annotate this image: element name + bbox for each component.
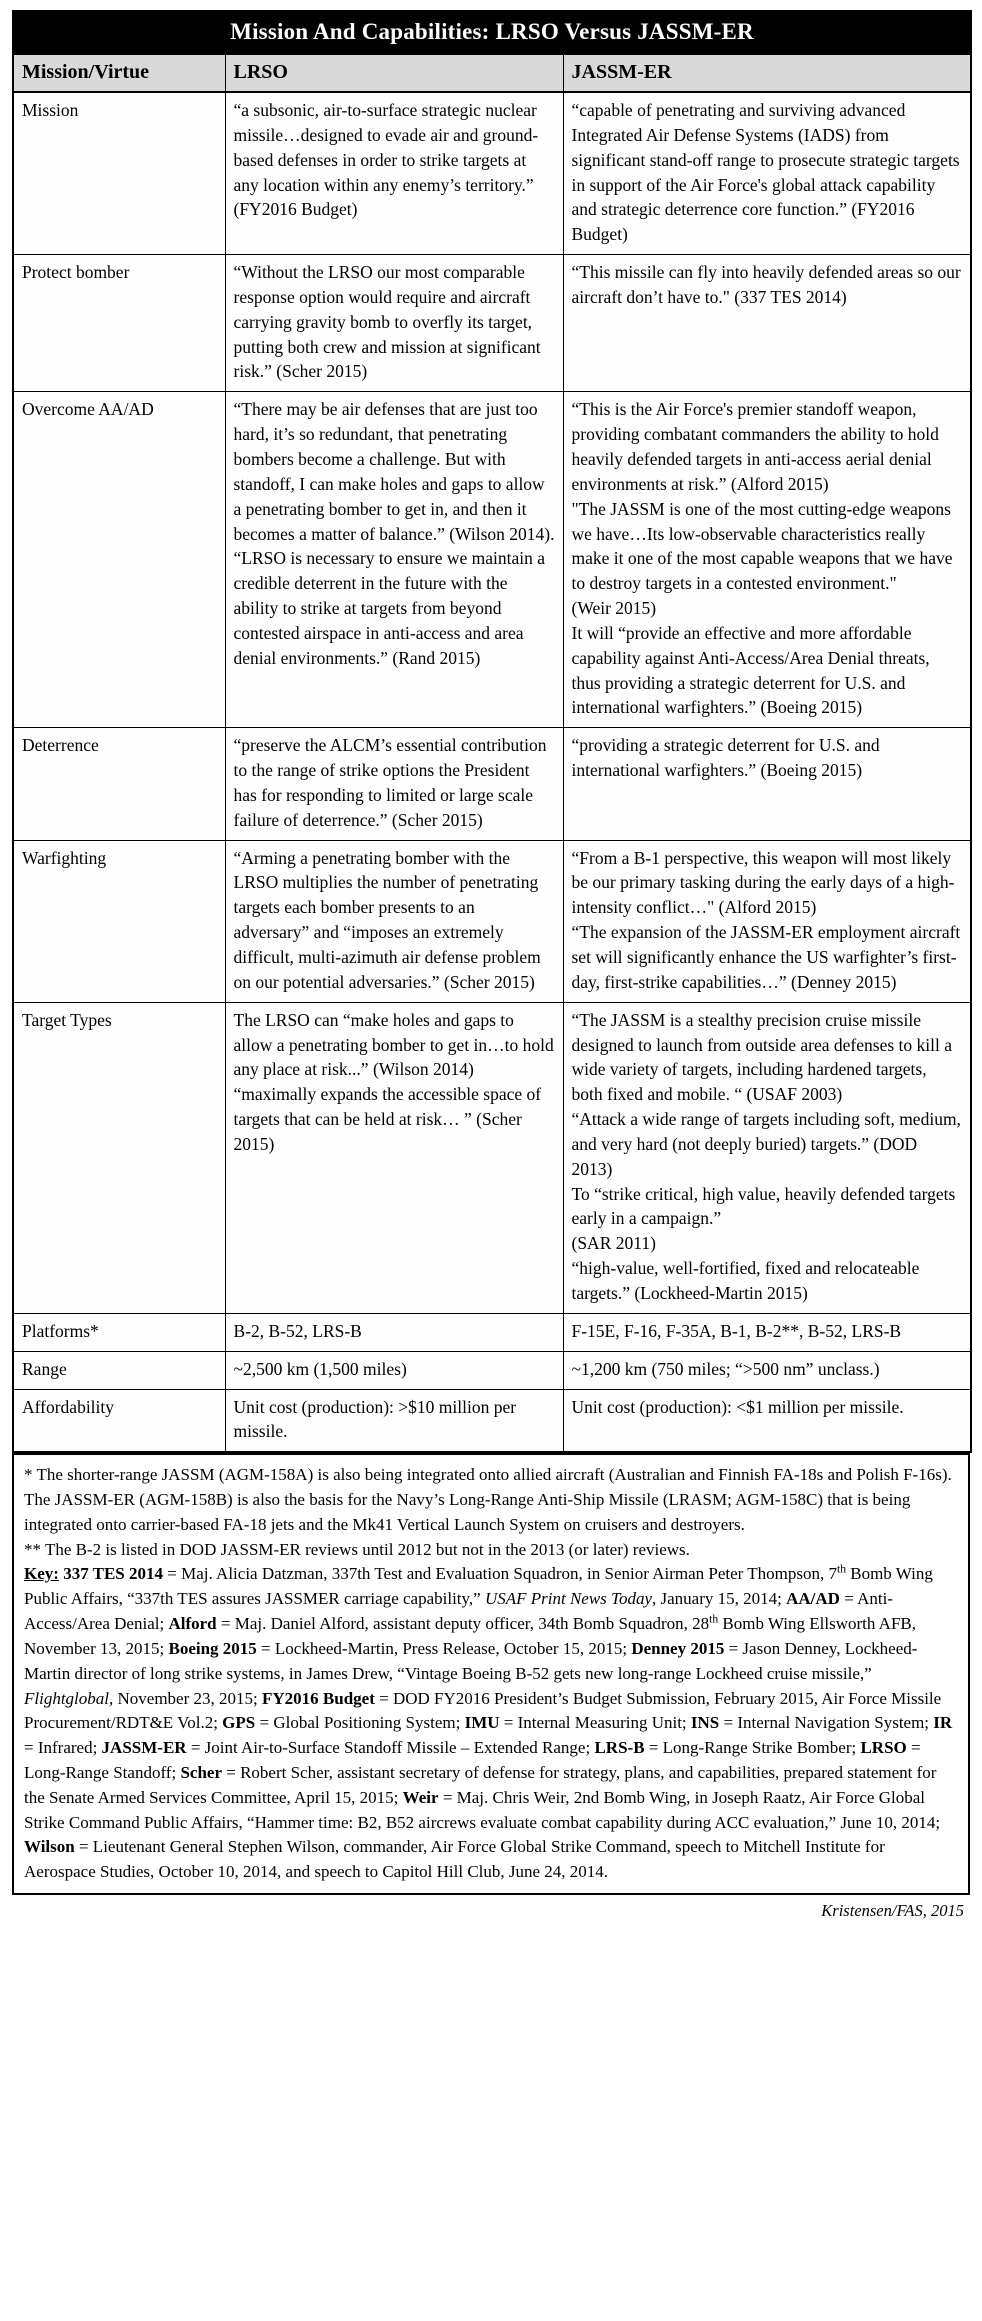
table-row (13, 92, 971, 255)
cell-virtue: Range (13, 1351, 225, 1389)
column-header-jassm: JASSM-ER (563, 54, 971, 92)
footnote-key (24, 1562, 958, 1885)
table-row (13, 1389, 971, 1452)
key-definition: = Maj. Chris Weir, 2nd Bomb Wing, in Joseph Raatz, Air Force Global Strike Command Public Affairs, “Hammer time: B2, B52 aircrews evaluate combat capability during ACC evaluation,” June 10, 2014; (24, 1787, 941, 1832)
key-definition: = Jason Denney, Lockheed-Martin director of long strike systems, in James Drew, “Vintage Boeing B-52 gets new long-range Lockheed cruise missile,” (24, 1638, 918, 1683)
key-term: GPS (222, 1713, 256, 1733)
key-definition: = Anti-Access/Area Denial; (24, 1589, 893, 1634)
cell-virtue: Mission (13, 92, 225, 255)
key-term: Wilson (24, 1837, 75, 1857)
key-source-title: USAF Print News Today (484, 1589, 652, 1609)
ordinal-suffix: th (709, 1612, 719, 1626)
cell-lrso: B-2, B-52, LRS-B (225, 1313, 563, 1351)
cell-virtue: Platforms* (13, 1313, 225, 1351)
cell-lrso: Unit cost (production): >$10 million per missile. (225, 1389, 563, 1452)
key-definition: , November 23, 2015; (109, 1688, 262, 1708)
column-header-virtue: Mission/Virtue (13, 54, 225, 92)
cell-jassm: “capable of penetrating and surviving advanced Integrated Air Defense Systems (IADS) from significant stand-off range to prosecute strategic targets in support of the Air Force's global attack capability and strategic deterrence core function.” (FY2016 Budget) (563, 92, 971, 255)
key-definition: = Long-Range Strike Bomber; (644, 1738, 861, 1758)
footnote-asterisk: * The shorter-range JASSM (AGM-158A) is also being integrated onto allied aircraft (Australian and Finnish FA-18s and Polish F-16s). The JASSM-ER (AGM-158B) is also the basis for the Navy’s Long-Range Anti-Ship Missile (LRASM; AGM-158C) that is being integrated onto carrier-based FA-18 jets and the Mk41 Vertical Launch System on cruisers and destroyers. (24, 1465, 952, 1534)
table-row (13, 1313, 971, 1351)
key-label: Key: (24, 1564, 59, 1584)
cell-virtue: Protect bomber (13, 255, 225, 392)
key-definition: = Long-Range Standoff; (24, 1738, 921, 1782)
cell-jassm: “From a B-1 perspective, this weapon will most likely be our primary tasking during the early days of a high-intensity conflict…" (Alford 2015) “The expansion of the JASSM-ER employment aircraft set will significantly enhance the US warfighter’s first-day, first-strike capabilities…” (Denney 2015) (563, 840, 971, 1002)
table-header-row (13, 54, 971, 92)
key-definition: , January 15, 2014; (652, 1589, 787, 1609)
cell-jassm: F-15E, F-16, F-35A, B-1, B-2**, B-52, LRS-B (563, 1313, 971, 1351)
cell-jassm: Unit cost (production): <$1 million per missile. (563, 1389, 971, 1452)
key-definition: = Joint Air-to-Surface Standoff Missile – Extended Range; (186, 1738, 595, 1758)
comparison-table (12, 10, 972, 1453)
key-term: INS (690, 1713, 720, 1733)
table-row (13, 1002, 971, 1313)
key-definition: Bomb Wing Public Affairs, “337th TES assures JASSMER carriage capability,” (24, 1564, 933, 1609)
key-definition: = Lockheed-Martin, Press Release, October 15, 2015; (256, 1638, 632, 1658)
key-term: JASSM-ER (101, 1738, 187, 1758)
key-definition: Bomb Wing Ellsworth AFB, November 13, 2015; (24, 1614, 916, 1658)
cell-jassm: “This missile can fly into heavily defended areas so our aircraft don’t have to." (337 TES 2014) (563, 255, 971, 392)
footnote-double-asterisk: ** The B-2 is listed in DOD JASSM-ER reviews until 2012 but not in the 2013 (or later) reviews. (24, 1539, 690, 1559)
key-definition: = Maj. Daniel Alford, assistant deputy officer, 34th Bomb Squadron, 28 (216, 1614, 710, 1634)
table-row (13, 728, 971, 840)
table-row (13, 840, 971, 1002)
cell-virtue: Affordability (13, 1389, 225, 1452)
key-definition: = Lieutenant General Stephen Wilson, commander, Air Force Global Strike Command, speech to Mitchell Institute for Aerospace Studies, October 10, 2014, and speech to Capitol Hill Club, June 24, 2014. (24, 1837, 885, 1882)
key-term: LRS-B (594, 1738, 645, 1758)
cell-lrso: “There may be air defenses that are just too hard, it’s so redundant, that penetrating bombers become a challenge. But with standoff, I can make holes and gaps to allow a penetrating bomber to get in, and then it becomes a matter of balance.” (Wilson 2014). “LRSO is necessary to ensure we maintain a credible deterrent in the future with the ability to strike at targets from beyond contested airspace in anti-access and area denial environments.” (Rand 2015) (225, 392, 563, 728)
key-term: LRSO (860, 1738, 907, 1758)
key-term: Boeing 2015 (168, 1638, 257, 1658)
key-definition: = Internal Navigation System; (719, 1713, 934, 1733)
key-definition: = Infrared; (24, 1738, 102, 1758)
key-definition: = Robert Scher, assistant secretary of defense for strategy, plans, and capabilities, prepared statement for the Senate Armed Services Committee, April 15, 2015; (24, 1762, 937, 1807)
table-body (13, 11, 971, 1452)
table-footnotes (12, 1453, 970, 1895)
cell-lrso: ~2,500 km (1,500 miles) (225, 1351, 563, 1389)
page-title: Mission And Capabilities: LRSO Versus JASSM-ER (13, 11, 971, 54)
key-term: 337 TES 2014 (58, 1564, 164, 1584)
cell-jassm: “The JASSM is a stealthy precision cruise missile designed to launch from outside area defenses to kill a wide variety of targets, including hardened targets, both fixed and mobile. “ (USAF 2003) “Attack a wide range of targets including soft, medium, and very hard (not deeply buried) targets.” (DOD 2013) To “strike critical, high value, heavily defended targets early in a campaign.” (SAR 2011) “high-value, well-fortified, fixed and relocateable targets.” (Lockheed-Martin 2015) (563, 1002, 971, 1313)
cell-virtue: Warfighting (13, 840, 225, 1002)
key-definition: = DOD FY2016 President’s Budget Submission, February 2015, Air Force Missile Procurement/RDT&E Vol.2; (24, 1688, 942, 1733)
cell-lrso: The LRSO can “make holes and gaps to allow a penetrating bomber to get in…to hold any place at risk...” (Wilson 2014) “maximally expands the accessible space of targets that can be held at risk… ” (Scher 2015) (225, 1002, 563, 1313)
cell-virtue: Deterrence (13, 728, 225, 840)
key-term: Scher (180, 1762, 222, 1782)
key-term: IMU (464, 1713, 500, 1733)
key-term: IR (933, 1713, 953, 1733)
key-definition: = Global Positioning System; (255, 1713, 465, 1733)
table-title-row (13, 11, 971, 54)
key-definition: = Maj. Alicia Datzman, 337th Test and Evaluation Squadron, in Senior Airman Peter Thompson, 7 (163, 1564, 837, 1584)
key-term: AA/AD (786, 1589, 840, 1609)
key-term: FY2016 Budget (261, 1688, 375, 1708)
cell-lrso: “preserve the ALCM’s essential contribution to the range of strike options the President has for responding to limited or large scale failure of deterrence.” (Scher 2015) (225, 728, 563, 840)
cell-lrso: “Arming a penetrating bomber with the LRSO multiplies the number of penetrating targets each bomber presents to an adversary” and “imposes an extremely difficult, multi-azimuth air defense problem on our potential adversaries.” (Scher 2015) (225, 840, 563, 1002)
cell-lrso: “Without the LRSO our most comparable response option would require and aircraft carrying gravity bomb to overfly its target, putting both crew and mission at significant risk.” (Scher 2015) (225, 255, 563, 392)
cell-jassm: “providing a strategic deterrent for U.S. and international warfighters.” (Boeing 2015) (563, 728, 971, 840)
cell-lrso: “a subsonic, air-to-surface strategic nuclear missile…designed to evade air and ground-based defenses in order to strike targets at any location within any enemy’s territory.” (FY2016 Budget) (225, 92, 563, 255)
cell-virtue: Overcome AA/AD (13, 392, 225, 728)
cell-jassm: “This is the Air Force's premier standoff weapon, providing combatant commanders the ability to hold heavily defended targets in anti-access aerial denial environments at risk.” (Alford 2015) "The JASSM is one of the most cutting-edge weapons we have…Its low-observable characteristics really make it one of the most capable weapons that we have to destroy targets in a contested environment." (Weir 2015) It will “provide an effective and more affordable capability against Anti-Access/Area Denial threats, thus providing a strategic deterrent for U.S. and international warfighters.” (Boeing 2015) (563, 392, 971, 728)
table-row (13, 255, 971, 392)
credit-line: Kristensen/FAS, 2015 (821, 1901, 964, 1920)
table-row (13, 1351, 971, 1389)
key-definition: = Internal Measuring Unit; (499, 1713, 691, 1733)
key-term: Weir (402, 1787, 439, 1807)
key-body (24, 1564, 952, 1881)
table-row (13, 392, 971, 728)
key-term: Alford (168, 1614, 217, 1634)
key-source-title: Flightglobal (24, 1688, 109, 1708)
key-term: Denney 2015 (631, 1638, 725, 1658)
cell-jassm: ~1,200 km (750 miles; “>500 nm” unclass.) (563, 1351, 971, 1389)
ordinal-suffix: th (837, 1562, 846, 1576)
cell-virtue: Target Types (13, 1002, 225, 1313)
column-header-lrso: LRSO (225, 54, 563, 92)
